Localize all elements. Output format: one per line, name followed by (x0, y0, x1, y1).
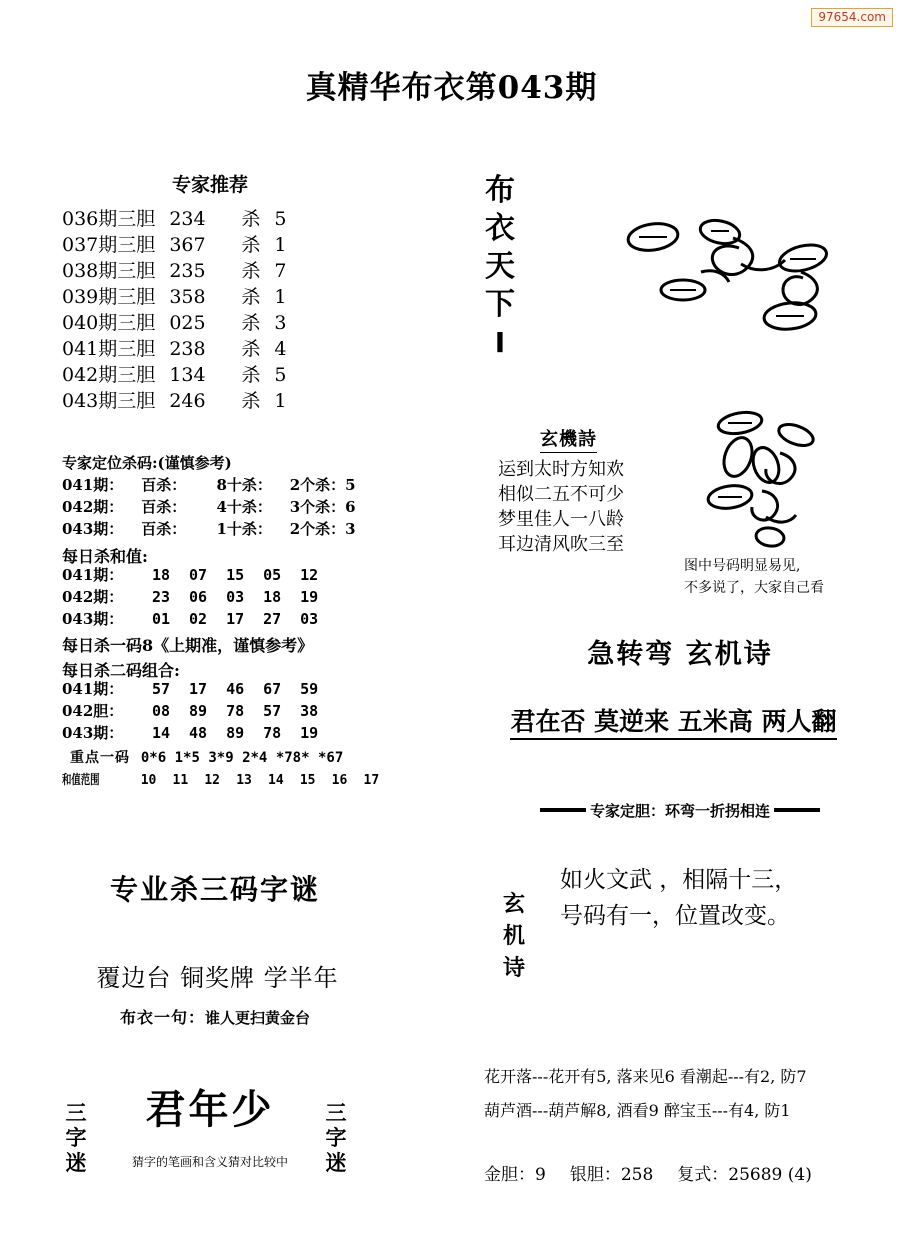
value: 11 (172, 773, 189, 788)
buyi-tianxia-tail: I (494, 326, 506, 359)
cell-period: 041期： (62, 476, 124, 494)
banner-text: 专家定胆：环弯一折拐相连 (589, 802, 770, 820)
list-item (62, 206, 287, 232)
buyi-tianxia-text: 布衣天下 (485, 173, 515, 322)
buyi-one-sentence (60, 1005, 370, 1028)
table-row (62, 564, 323, 586)
cell-tens: 1十杀： (216, 520, 272, 538)
cell-units: 2个杀：3 (289, 520, 356, 538)
couplet-line: 如火文武 ，相隔十三， (560, 867, 798, 893)
table-row (62, 722, 323, 744)
list-item (62, 284, 287, 310)
bottom-hint-rows (484, 1060, 807, 1128)
row-period: 036期三胆 (62, 208, 156, 230)
position-kill-heading: 专家定位杀码:(谨慎参考) (62, 454, 232, 472)
value: 46 (226, 680, 245, 698)
row-period: 039期三胆 (62, 286, 156, 308)
row-period: 037期三胆 (62, 234, 156, 256)
daily-kill-two-heading: 每日杀二码组合: (62, 661, 180, 680)
combo-value: 25689 (4) (728, 1165, 812, 1185)
row-number: 134 (169, 364, 206, 386)
value: 1*5 (174, 750, 200, 766)
turn-section-title: 急转弯 玄机诗 (587, 639, 773, 670)
value: 19 (300, 588, 319, 606)
poem-line: 运到太时方知欢 (498, 459, 624, 480)
row-kill-value: 4 (274, 338, 287, 360)
value: 03 (226, 588, 245, 606)
cell-period: 043期： (62, 520, 124, 538)
expert-recommend-list (62, 206, 287, 414)
cell-values (147, 724, 323, 742)
value: 3*9 (208, 750, 234, 766)
row-period: 041期三胆 (62, 338, 156, 360)
buyi-one-label: 布衣一句： (119, 1008, 205, 1027)
daily-kill-sum-heading: 每日杀和值: (62, 547, 148, 566)
three-char-riddle-right: 三字迷 (325, 1100, 347, 1175)
row-kill-value: 1 (274, 286, 287, 308)
list-item (62, 232, 287, 258)
cell-units: 3个杀：6 (289, 498, 356, 516)
value: 89 (189, 702, 208, 720)
banner-bar-right (774, 808, 820, 812)
row-number: 235 (169, 260, 206, 282)
value: 10 (140, 773, 157, 788)
silver-dan-label: 银胆： (569, 1165, 621, 1185)
hint-line: 葫芦酒---葫芦解8, 酒看9 醉宝玉---有4, 防1 (484, 1101, 791, 1120)
value: 57 (263, 702, 282, 720)
row-number: 367 (169, 234, 206, 256)
list-item (62, 336, 287, 362)
focus-values (141, 750, 343, 766)
row-kill-value: 5 (274, 364, 287, 386)
cell-values (147, 680, 323, 698)
value: 13 (236, 773, 252, 788)
value: 16 (331, 773, 348, 788)
xuanji-couplet (560, 862, 890, 934)
value: 18 (263, 588, 282, 606)
table-row (62, 474, 356, 496)
table-row (62, 678, 323, 700)
range-label: 和值范围 (62, 773, 100, 788)
cell-values (147, 588, 323, 606)
value: 78 (263, 724, 282, 742)
row-number: 238 (169, 338, 206, 360)
value: 15 (299, 773, 316, 788)
expert-recommend-heading: 专家推荐 (171, 174, 248, 196)
value: 0*6 (140, 750, 167, 766)
cell-period: 043期： (62, 610, 124, 628)
value: 03 (300, 610, 319, 628)
sum-range-row (62, 769, 383, 788)
daily-kill-two-table (62, 678, 323, 744)
watermark-label: 97654.com (811, 8, 893, 27)
riddle-line: 覆边台 铜奖牌 学半年 (96, 964, 339, 992)
handdrawn-chain-doodle-2 (700, 405, 840, 555)
value: 08 (152, 702, 171, 720)
table-row (62, 608, 323, 630)
row-number: 358 (169, 286, 206, 308)
value: 57 (152, 680, 171, 698)
poem-line: 耳边清风吹三至 (498, 534, 624, 555)
focus-one-code-row (70, 747, 343, 767)
gold-dan-label: 金胆： (484, 1165, 535, 1185)
turn-section-line (446, 702, 901, 738)
xuanji-poem-lines (498, 457, 690, 557)
row-kill-value: 3 (274, 312, 287, 334)
riddle-section-title: 专业杀三码字谜 (109, 873, 320, 906)
value: 07 (189, 566, 208, 584)
row-number: 234 (169, 208, 206, 230)
range-values (137, 773, 384, 788)
value: *67 (317, 750, 344, 766)
value: 12 (204, 773, 221, 788)
row-kill-label: 杀 (241, 364, 261, 386)
cell-values (147, 610, 323, 628)
row-kill-value: 7 (274, 260, 287, 282)
poem-line: 梦里佳人一八龄 (498, 509, 624, 530)
value: 12 (300, 566, 319, 584)
cell-period: 041期： (62, 680, 124, 698)
table-row (62, 496, 356, 518)
row-kill-label: 杀 (241, 312, 261, 334)
row-kill-label: 杀 (241, 260, 261, 282)
value: 17 (363, 773, 380, 788)
value: 17 (226, 610, 245, 628)
cell-tens: 4十杀： (216, 498, 272, 516)
value: 78 (226, 702, 245, 720)
value: 67 (263, 680, 282, 698)
three-char-answer: 君年少 (145, 1086, 275, 1133)
value: 23 (152, 588, 171, 606)
value: 14 (152, 724, 171, 742)
value: 14 (268, 773, 284, 788)
value: 02 (189, 610, 208, 628)
silver-dan-value: 258 (620, 1165, 654, 1185)
cell-period: 042期： (62, 588, 124, 606)
value: 01 (152, 610, 171, 628)
daily-kill-one-note: 每日杀一码8《上期准，谨慎参考》 (62, 636, 314, 655)
value: 17 (189, 680, 208, 698)
cell-tens: 8十杀： (216, 476, 272, 494)
buyi-tianxia-vertical-title (480, 172, 520, 362)
cell-units: 2个杀：5 (289, 476, 356, 494)
value: 15 (226, 566, 245, 584)
couplet-line: 号码有一，位置改变。 (560, 903, 790, 929)
table-row (62, 586, 323, 608)
value: 89 (226, 724, 245, 742)
page-title: 真精华布衣第043期 (305, 70, 598, 106)
cell-hundreds: 百杀： (141, 476, 187, 494)
row-kill-value: 1 (274, 390, 287, 412)
value: 18 (152, 566, 171, 584)
value: 59 (300, 680, 319, 698)
note-line: 图中号码明显易见, (684, 558, 801, 574)
banner-bar-left (540, 808, 586, 812)
combo-label: 复式： (677, 1165, 729, 1185)
picture-note (684, 555, 824, 599)
xuanji-vertical-label: 玄机诗 (502, 891, 525, 981)
cell-hundreds: 百杀： (141, 498, 187, 516)
handdrawn-chain-doodle-1 (615, 212, 845, 372)
buyi-one-text: 谁人更扫黄金台 (205, 1009, 311, 1027)
value: 27 (263, 610, 282, 628)
value: 38 (300, 702, 319, 720)
table-row (62, 518, 356, 540)
note-line: 不多说了，大家自己看 (684, 580, 824, 596)
turn-line-text: 君在否 莫逆来 五米高 两人翻 (510, 707, 836, 740)
value: 48 (189, 724, 208, 742)
row-period: 040期三胆 (62, 312, 156, 334)
xuanji-poem-title: 玄機詩 (540, 425, 597, 453)
poem-line: 相似二五不可少 (498, 484, 624, 505)
cell-period: 043期： (62, 724, 124, 742)
row-kill-label: 杀 (241, 208, 261, 230)
row-number: 025 (169, 312, 206, 334)
row-kill-label: 杀 (241, 234, 261, 256)
cell-hundreds: 百杀： (141, 520, 187, 538)
row-period: 043期三胆 (62, 390, 156, 412)
list-item (62, 258, 287, 284)
row-kill-label: 杀 (241, 338, 261, 360)
three-char-riddle-left: 三字迷 (65, 1100, 87, 1175)
value: 19 (300, 724, 319, 742)
riddle-footnote: 猜字的笔画和含义猜对比较中 (131, 1155, 288, 1169)
table-row (62, 700, 323, 722)
cell-period: 041期： (62, 566, 124, 584)
row-kill-label: 杀 (241, 286, 261, 308)
value: *78* (275, 750, 310, 766)
row-number: 246 (169, 390, 206, 412)
list-item (62, 388, 287, 414)
value: 2*4 (242, 750, 268, 766)
focus-label: 重点一码 (70, 750, 130, 766)
list-item (62, 310, 287, 336)
hint-line: 花开落---花开有5, 落来见6 看潮起---有2, 防7 (484, 1067, 807, 1086)
cell-period: 042胆： (62, 702, 124, 720)
cell-values (147, 566, 323, 584)
expert-dan-banner (500, 800, 860, 821)
cell-period: 042期： (62, 498, 124, 516)
list-item (62, 362, 287, 388)
value: 06 (189, 588, 208, 606)
position-kill-table (62, 474, 356, 540)
row-period: 042期三胆 (62, 364, 156, 386)
xuanji-poem-block (498, 425, 690, 557)
daily-kill-sum-table (62, 564, 323, 630)
value: 05 (263, 566, 282, 584)
row-period: 038期三胆 (62, 260, 156, 282)
gold-dan-value: 9 (535, 1165, 546, 1185)
bottom-summary (484, 1160, 812, 1185)
row-kill-label: 杀 (241, 390, 261, 412)
row-kill-value: 5 (274, 208, 287, 230)
cell-values (147, 702, 323, 720)
row-kill-value: 1 (274, 234, 287, 256)
